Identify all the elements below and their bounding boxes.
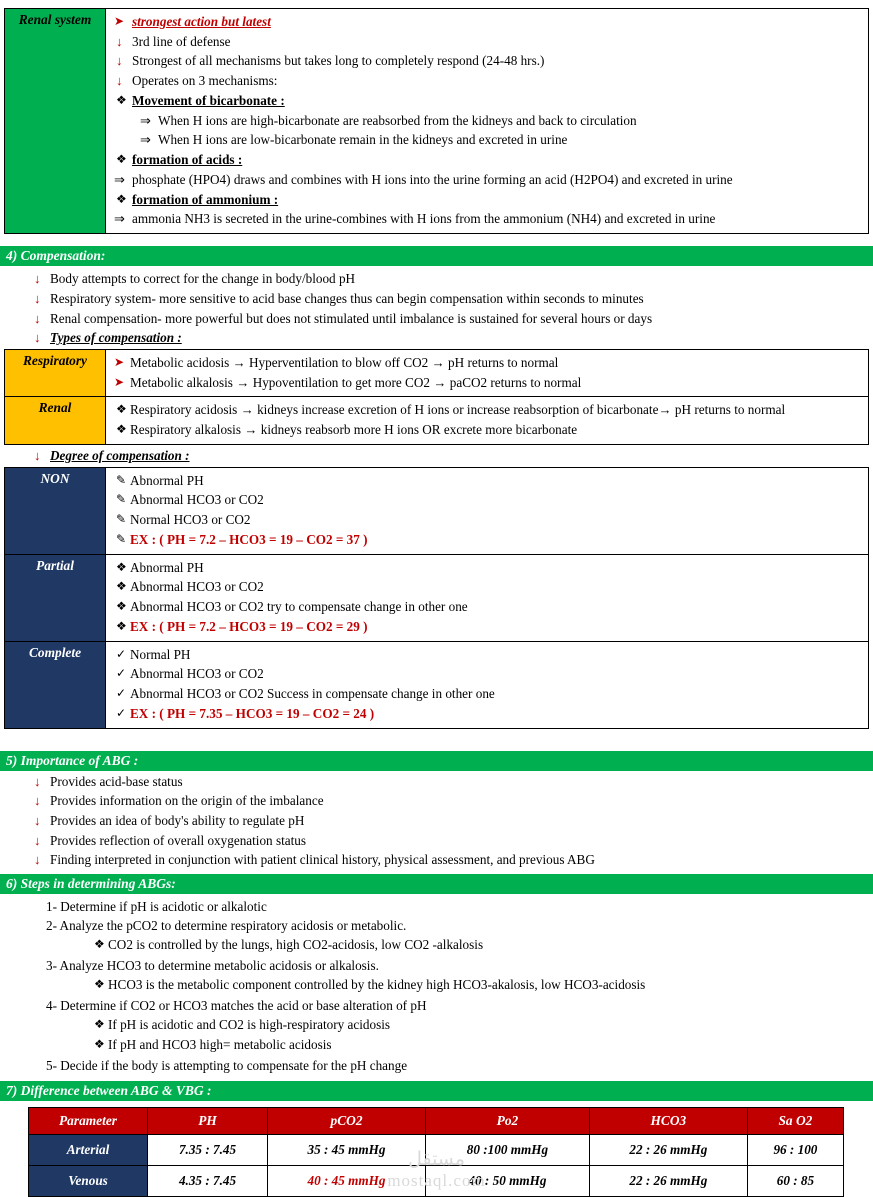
list-item: ✎ Abnormal HCO3 or CO2	[110, 491, 864, 510]
step-item: 5- Decide if the body is attempting to compensate for the pH change	[46, 1057, 408, 1073]
step-item: 3- Analyze HCO3 to determine metabolic acidosis or alkalosis.	[46, 958, 379, 974]
section-heading-compensation: 4) Compensation:	[0, 246, 873, 266]
list-item: ❖ Abnormal HCO3 or CO2	[110, 578, 864, 597]
list-item	[110, 151, 864, 170]
renal-mechanism-3-points	[110, 210, 864, 229]
complete-list	[110, 646, 864, 724]
list-item: ↓ Provides an idea of body's ability to regulate pH	[28, 812, 873, 831]
row-label-non: NON	[5, 467, 106, 554]
spacer	[0, 729, 873, 751]
step-sublist	[46, 1016, 873, 1054]
list-item: ➤ Metabolic alkalosis → Hypoventilation to get more CO2 → paCO2 returns to normal	[110, 374, 864, 393]
example-text: EX : ( PH = 7.2 – HCO3 = 19 – CO2 = 37 )	[130, 531, 368, 547]
renal-system-content	[106, 9, 869, 234]
cell-arterial-po2: 80 :100 mmHg	[425, 1134, 589, 1165]
row-label-complete: Complete	[5, 641, 106, 728]
list-item	[110, 13, 864, 32]
list-item	[110, 705, 864, 724]
cell-venous-pco2: 40 : 45 mmHg	[268, 1165, 426, 1196]
mechanism-heading: formation of acids :	[132, 152, 243, 168]
list-item: ↓ 3rd line of defense	[110, 33, 864, 52]
list-item: ⇒ ammonia NH3 is secreted in the urine-combines with H ions from the ammonium (NH4) and excreted in urine	[110, 210, 864, 229]
section-heading-importance: 5) Importance of ABG :	[0, 751, 873, 771]
spacer	[0, 234, 873, 246]
renal-system-label: Renal system	[5, 9, 106, 234]
list-item: ↓ Respiratory system- more sensitive to acid base changes thus can begin compensation within seconds to minutes	[28, 290, 873, 309]
respiratory-list	[110, 354, 864, 392]
renal-mechanism-2-points	[110, 171, 864, 190]
degree-of-compensation-table	[4, 467, 869, 729]
row-label-arterial: Arterial	[29, 1134, 148, 1165]
row-label-respiratory: Respiratory	[5, 350, 106, 397]
list-item: ➤ Metabolic acidosis → Hyperventilation to blow off CO2 → pH returns to normal	[110, 354, 864, 373]
non-list	[110, 472, 864, 550]
list-item: ❖ Abnormal HCO3 or CO2 try to compensate change in other one	[110, 598, 864, 617]
list-item: ❖ HCO3 is the metabolic component controlled by the kidney high HCO3-akalosis, low HCO3-acidosis	[88, 976, 873, 995]
cell-venous-ph: 4.35 : 7.45	[148, 1165, 268, 1196]
watermark-latin: mostaql.com	[387, 1170, 486, 1190]
renal-top-list	[110, 13, 864, 91]
list-item: ↓ Body attempts to correct for the change in body/blood pH	[28, 270, 873, 289]
list-item: ❖ If pH is acidotic and CO2 is high-respiratory acidosis	[88, 1016, 873, 1035]
mechanism-heading: Movement of bicarbonate :	[132, 92, 285, 108]
table-header-row	[29, 1107, 844, 1134]
cell-arterial-hco3: 22 : 26 mmHg	[589, 1134, 747, 1165]
step-item: 4- Determine if CO2 or HCO3 matches the acid or base alteration of pH	[46, 998, 427, 1014]
step-sublist	[46, 936, 873, 955]
cell-arterial-sao2: 96 : 100	[747, 1134, 843, 1165]
non-compensation-cell	[106, 467, 869, 554]
example-text: EX : ( PH = 7.2 – HCO3 = 19 – CO2 = 29 )	[130, 618, 368, 634]
renal-mechanism-1-points	[110, 112, 864, 150]
partial-list	[110, 559, 864, 637]
degree-of-compensation-label: Degree of compensation :	[50, 447, 190, 463]
step-item: 1- Determine if pH is acidotic or alkalotic	[46, 899, 267, 915]
respiratory-compensation-cell	[106, 350, 869, 397]
document-page	[0, 8, 873, 1197]
watermark-arabic: مستقل	[408, 1148, 465, 1170]
abg-vbg-table	[28, 1107, 844, 1197]
list-item: ❖ Respiratory acidosis → kidneys increase excretion of H ions or increase reabsorption of bicarbonate→ pH returns to normal	[110, 401, 864, 420]
column-header-po2: Po2	[425, 1107, 589, 1134]
column-header-hco3: HCO3	[589, 1107, 747, 1134]
table-row	[29, 1165, 844, 1196]
example-text: EX : ( PH = 7.35 – HCO3 = 19 – CO2 = 24 )	[130, 705, 375, 721]
list-item	[110, 618, 864, 637]
step-sublist	[46, 976, 873, 995]
section-heading-steps: 6) Steps in determining ABGs:	[0, 874, 873, 894]
steps-list	[0, 897, 873, 1075]
list-item: ↓ Renal compensation- more powerful but does not stimulated until imbalance is sustained for several hours or days	[28, 310, 873, 329]
cell-arterial-pco2: 35 : 45 mmHg	[268, 1134, 426, 1165]
list-item: ❖ Respiratory alkalosis → kidneys reabsorb more H ions OR excrete more bicarbonate	[110, 421, 864, 440]
list-item: ❖ CO2 is controlled by the lungs, high CO2-acidosis, low CO2 -alkalosis	[88, 936, 873, 955]
column-header-pco2: pCO2	[268, 1107, 426, 1134]
list-item: ⇒ When H ions are high-bicarbonate are reabsorbed from the kidneys and back to circulation	[136, 112, 864, 131]
cell-arterial-ph: 7.35 : 7.45	[148, 1134, 268, 1165]
list-item: ✓ Normal PH	[110, 646, 864, 665]
cell-venous-po2: 40 : 50 mmHg	[425, 1165, 589, 1196]
section-heading-difference: 7) Difference between ABG & VBG :	[0, 1081, 873, 1101]
renal-mechanism-2	[110, 151, 864, 170]
list-item: ↓ Operates on 3 mechanisms:	[110, 72, 864, 91]
renal-mechanism-3	[110, 191, 864, 210]
column-header-parameter: Parameter	[29, 1107, 148, 1134]
compensation-list	[0, 270, 873, 348]
renal-list	[110, 401, 864, 439]
mechanism-heading: formation of ammonium :	[132, 191, 279, 207]
list-item	[28, 329, 873, 348]
list-item: ✓ Abnormal HCO3 or CO2 Success in compensate change in other one	[110, 685, 864, 704]
renal-mechanism-1	[110, 92, 864, 111]
row-label-renal: Renal	[5, 397, 106, 444]
list-item: ↓ Strongest of all mechanisms but takes long to completely respond (24-48 hrs.)	[110, 52, 864, 71]
cell-venous-hco3: 22 : 26 mmHg	[589, 1165, 747, 1196]
list-item: ⇒ phosphate (HPO4) draws and combines with H ions into the urine forming an acid (H2PO4) and excreted in urine	[110, 171, 864, 190]
renal-compensation-cell	[106, 397, 869, 444]
table-row	[29, 1134, 844, 1165]
list-item: ↓ Provides acid-base status	[28, 773, 873, 792]
types-of-compensation-table	[4, 349, 869, 445]
list-item: ⇒ When H ions are low-bicarbonate remain in the kidneys and excreted in urine	[136, 131, 864, 150]
list-item: ✎ Abnormal PH	[110, 472, 864, 491]
list-item: ↓ Provides information on the origin of the imbalance	[28, 792, 873, 811]
cell-venous-sao2: 60 : 85	[747, 1165, 843, 1196]
column-header-sao2: Sa O2	[747, 1107, 843, 1134]
column-header-ph: PH	[148, 1107, 268, 1134]
list-item: ❖ If pH and HCO3 high= metabolic acidosis	[88, 1036, 873, 1055]
complete-compensation-cell	[106, 641, 869, 728]
degree-label-list	[0, 447, 873, 466]
renal-title: strongest action but latest	[132, 14, 271, 29]
list-item: ❖ Abnormal PH	[110, 559, 864, 578]
list-item: ✎ Normal HCO3 or CO2	[110, 511, 864, 530]
list-item	[110, 92, 864, 111]
types-of-compensation-label: Types of compensation :	[50, 330, 182, 346]
list-item	[110, 531, 864, 550]
row-label-partial: Partial	[5, 554, 106, 641]
renal-system-table	[4, 8, 869, 234]
list-item: ✓ Abnormal HCO3 or CO2	[110, 665, 864, 684]
step-item: 2- Analyze the pCO2 to determine respiratory acidosis or metabolic.	[46, 918, 407, 934]
list-item	[110, 191, 864, 210]
row-label-venous: Venous	[29, 1165, 148, 1196]
importance-list	[0, 773, 873, 871]
partial-compensation-cell	[106, 554, 869, 641]
list-item: ↓ Provides reflection of overall oxygenation status	[28, 832, 873, 851]
list-item	[28, 447, 873, 466]
list-item: ↓ Finding interpreted in conjunction with patient clinical history, physical assessment, and previous ABG	[28, 851, 873, 870]
